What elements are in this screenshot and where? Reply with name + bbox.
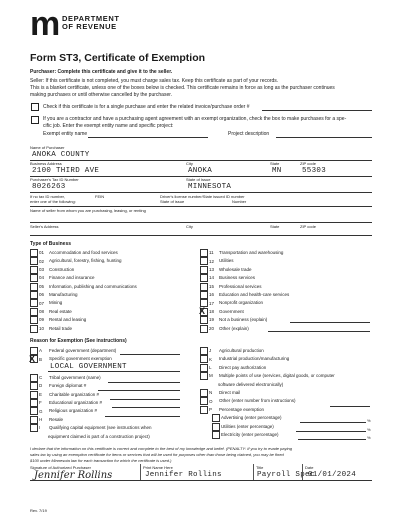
checkbox[interactable]	[30, 283, 38, 291]
checkbox[interactable]	[200, 274, 208, 282]
reason-n[interactable]: N Direct mail	[200, 389, 335, 397]
form-title: Form ST3, Certificate of Exemption	[30, 52, 206, 64]
business-type-08[interactable]: 08 Real estate	[30, 308, 137, 316]
checkbox[interactable]	[212, 423, 220, 431]
business-type-20[interactable]: 20 Other (explain)	[200, 325, 289, 333]
reason-j[interactable]: J Agricultural production	[200, 347, 335, 355]
print-name-field[interactable]: Jennifer Rollins	[145, 471, 222, 479]
checkbox[interactable]	[30, 416, 38, 424]
zip-field[interactable]: 55303	[302, 167, 327, 175]
checkbox[interactable]	[200, 364, 208, 372]
checkbox[interactable]	[200, 249, 208, 257]
business-type-12[interactable]: 12 Utilities	[200, 257, 289, 265]
other-number-line[interactable]	[330, 406, 370, 407]
utilities-percent-sign: %	[367, 427, 371, 432]
checkbox[interactable]	[200, 283, 208, 291]
state-field[interactable]: MN	[272, 167, 282, 175]
reason-g[interactable]: G Religious organization #	[30, 407, 152, 415]
logo-dept-text	[62, 15, 120, 31]
advertising-percent-line[interactable]	[300, 422, 366, 423]
dl-state-label: State of issue	[160, 199, 185, 204]
business-type-07[interactable]: 07 Mining	[30, 299, 137, 307]
business-type-11[interactable]: 11 Transportation and warehousing	[200, 249, 289, 257]
checkbox[interactable]	[200, 372, 208, 380]
seller-state-label: State	[270, 224, 280, 229]
business-type-06[interactable]: 06 Manufacturing	[30, 291, 137, 299]
reason-i-continued: equipment claimed is part of a construction project)	[48, 433, 150, 439]
checkbox[interactable]	[200, 397, 208, 405]
percent-utilities[interactable]: Utilities (enter percentage)	[200, 423, 335, 431]
project-description-label: Project description	[228, 131, 270, 137]
reason-i[interactable]: I Qualifying capital equipment (see instructions when	[30, 424, 152, 432]
business-type-18[interactable]: 18 Government	[200, 308, 289, 316]
project-description-line[interactable]	[276, 137, 372, 138]
no-taxid-label-1: If no tax ID number,	[30, 194, 65, 199]
checkbox[interactable]	[30, 257, 38, 265]
checkbox[interactable]	[200, 291, 208, 299]
reason-o[interactable]: O Other (enter number from instructions)	[200, 397, 335, 405]
reasons-right	[200, 347, 335, 439]
diplomat-line[interactable]	[98, 390, 180, 391]
signature-label: Signature of Authorized Purchaser	[30, 465, 91, 470]
fein-label: FEIN	[95, 194, 105, 199]
mn-logo-mark: m	[30, 5, 57, 43]
reason-l[interactable]: L Direct pay authorization	[200, 364, 335, 372]
checkbox[interactable]	[30, 382, 38, 390]
electricity-percent-sign: %	[367, 435, 371, 440]
reason-m[interactable]: M Multiple points of use (services, digital goods, or computer	[200, 372, 335, 380]
reason-h[interactable]: H Resale	[30, 416, 152, 424]
title-label: Title	[256, 465, 264, 470]
state-of-issue-field[interactable]: MINNESOTA	[188, 183, 232, 191]
checkbox[interactable]	[200, 266, 208, 274]
utilities-percent-line[interactable]	[296, 431, 366, 432]
checkbox[interactable]	[30, 266, 38, 274]
checkbox[interactable]	[30, 316, 38, 324]
federal-dept-line[interactable]	[120, 354, 180, 355]
purchaser-name-label: Name of Purchaser	[30, 145, 65, 150]
taxid-label: Purchaser's Tax ID Number	[30, 177, 79, 182]
checkbox[interactable]	[200, 347, 208, 355]
single-purchase-label: Check if this certificate is for a single purchase and enter the related invoice/purchase order #	[43, 104, 250, 110]
checkbox[interactable]	[200, 389, 208, 397]
type-of-business-heading: Type of Business	[30, 241, 72, 247]
business-type-02[interactable]: 02 Agricultural, forestry, fishing, hunting	[30, 257, 137, 265]
seller-zip-label: ZIP code	[300, 224, 316, 229]
print-name-label: Print Name Here	[143, 465, 173, 470]
seller-address-line[interactable]	[30, 235, 372, 236]
checkbox[interactable]	[30, 399, 38, 407]
checkbox[interactable]	[212, 431, 220, 439]
signature-divider-2	[253, 464, 254, 480]
reasons-left	[30, 347, 152, 441]
reason-b[interactable]: B Specific government exemption	[30, 355, 152, 363]
logo-dept-line2: OF REVENUE	[62, 22, 117, 31]
checkbox[interactable]	[30, 407, 38, 415]
checkbox[interactable]	[212, 414, 220, 422]
contractor-checkbox[interactable]	[31, 116, 39, 124]
signature-field[interactable]: Jennifer Rollins	[34, 470, 113, 481]
specific-exemption-field[interactable]: LOCAL GOVERNMENT	[50, 363, 127, 371]
percent-electricity[interactable]: Electricity (enter percentage)	[200, 431, 335, 439]
business-type-01[interactable]: 01 Accommodation and food services	[30, 249, 137, 257]
seller-address-label: Seller's Address	[30, 224, 59, 229]
signature-divider-1	[140, 464, 141, 480]
city-field[interactable]: ANOKA	[188, 167, 213, 175]
dl-label: Driver's license number/State issued ID number	[160, 194, 245, 199]
checkbox[interactable]	[200, 325, 208, 333]
reason-b-check-mark: X	[29, 354, 36, 364]
business-type-09[interactable]: 09 Rental and leasing	[30, 316, 137, 324]
title-field[interactable]: Payroll Spec	[257, 471, 315, 479]
business-types-left	[30, 249, 137, 333]
exempt-entity-label: Exempt entity name	[43, 131, 88, 137]
business-type-05[interactable]: 05 Information, publishing and communications	[30, 283, 137, 291]
taxid-field[interactable]: 8026263	[32, 183, 66, 191]
business-types-right	[200, 249, 289, 333]
business-type-10[interactable]: 10 Retail trade	[30, 325, 137, 333]
reason-c[interactable]: C Tribal government (name)	[30, 374, 152, 382]
reason-k[interactable]: K Industrial production/manufacturing	[200, 355, 335, 363]
logo-dept-line1: DEPARTMENT	[62, 14, 120, 23]
checkbox[interactable]	[30, 274, 38, 282]
signature-line	[30, 480, 372, 481]
specific-exemption-line	[48, 371, 180, 372]
reason-f[interactable]: F Educational organization #	[30, 399, 152, 407]
checkbox[interactable]	[30, 374, 38, 382]
state-label: State	[270, 161, 280, 166]
religious-line[interactable]	[105, 416, 180, 417]
taxid-line	[30, 192, 372, 193]
date-field[interactable]: 01/01/2024	[308, 471, 357, 479]
not-a-business-explain-line[interactable]	[290, 322, 370, 323]
seller-city-label: City	[186, 224, 193, 229]
business-type-18-check-mark: X	[199, 306, 206, 316]
single-purchase-checkbox[interactable]	[31, 103, 39, 111]
reason-d[interactable]: D Foreign diplomat #	[30, 382, 152, 390]
business-address-field[interactable]: 2100 THIRD AVE	[32, 167, 100, 175]
reason-m-continued: software delivered electronically)	[218, 381, 284, 387]
revision-label: Rev. 7/19	[30, 508, 47, 513]
checkbox[interactable]	[200, 316, 208, 324]
dl-line	[30, 206, 372, 207]
declaration-line-2: sales tax by using an exemption certificate for items or services that will be used for purposes other than those being claimed, you may be fined	[30, 452, 284, 457]
checkbox[interactable]	[30, 424, 38, 432]
charitable-line[interactable]	[110, 399, 180, 400]
business-type-16[interactable]: 16 Education and health-care services	[200, 291, 289, 299]
business-type-14[interactable]: 14 Business services	[200, 274, 289, 282]
checkbox[interactable]	[200, 355, 208, 363]
purchaser-name-line	[30, 160, 372, 161]
business-type-03[interactable]: 03 Construction	[30, 266, 137, 274]
signature-divider-3	[302, 464, 303, 480]
business-type-04[interactable]: 04 Finance and insurance	[30, 274, 137, 282]
tribal-name-line[interactable]	[108, 382, 180, 383]
purchaser-name-field[interactable]: ANOKA COUNTY	[32, 151, 90, 159]
reason-heading: Reason for Exemption (See instructions)	[30, 338, 127, 344]
reason-p[interactable]: P Percentage exemption	[200, 406, 335, 414]
seller-instruction-3: making purchases or until otherwise cancelled by the purchaser.	[30, 92, 173, 98]
checkbox[interactable]	[30, 308, 38, 316]
business-type-13[interactable]: 13 Wholesale trade	[200, 266, 289, 274]
checkbox[interactable]	[200, 257, 208, 265]
business-type-19[interactable]: 19 Not a business (explain)	[200, 316, 289, 324]
no-taxid-label-2: enter one of the following:	[30, 199, 76, 204]
educational-line[interactable]	[112, 407, 180, 408]
checkbox[interactable]	[200, 406, 208, 414]
purchaser-instruction: Purchaser: Complete this certificate and give it to the seller.	[30, 69, 173, 75]
seller-name-label: Name of seller from whom you are purchasing, leasing, or renting	[30, 208, 146, 213]
business-type-15[interactable]: 15 Professional services	[200, 283, 289, 291]
seller-instruction-2: This is a blanket certificate, unless one of the boxes below is checked. This certificate remains in force as long as the purchaser continues	[30, 85, 335, 91]
seller-name-line[interactable]	[30, 222, 372, 223]
state-of-issue-label: State of Issue	[186, 177, 211, 182]
electricity-percent-line[interactable]	[298, 439, 366, 440]
declaration-line-3: $100 under Minnesota law for each transaction for which the certificate is used.)	[30, 458, 172, 463]
city-label: City	[186, 161, 193, 166]
checkbox[interactable]	[30, 325, 38, 333]
exempt-entity-line[interactable]	[88, 137, 208, 138]
percent-advertising[interactable]: Advertising (enter percentage)	[200, 414, 335, 422]
contractor-label-2: cific job. Enter the exempt entity name and specific project:	[43, 123, 174, 129]
reason-a[interactable]: A Federal government (department)	[30, 347, 152, 355]
business-type-17[interactable]: 17 Nonprofit organization	[200, 299, 289, 307]
invoice-number-line[interactable]	[262, 110, 372, 111]
zip-label: ZIP code	[300, 161, 316, 166]
seller-instruction-1: Seller: If this certificate is not completed, you must charge sales tax. Keep this certificate as part of your records.	[30, 78, 279, 84]
checkbox[interactable]	[30, 391, 38, 399]
declaration-line-1: I declare that the information on this certificate is correct and complete to the best of my knowledge and belief. (PENALTY: If you try to evade paying	[30, 446, 292, 451]
checkbox[interactable]	[30, 291, 38, 299]
reason-e[interactable]: E Charitable organization #	[30, 391, 152, 399]
date-label: Date	[305, 465, 314, 470]
advertising-percent-sign: %	[367, 418, 371, 423]
dl-number-label: Number	[232, 199, 247, 204]
business-address-label: Business Address	[30, 161, 62, 166]
other-explain-line[interactable]	[268, 331, 370, 332]
checkbox[interactable]	[30, 299, 38, 307]
checkbox[interactable]	[30, 249, 38, 257]
contractor-label-1: If you are a contractor and have a purchasing agent agreement with an exempt organization, check the box to make purchases for a spe-	[43, 116, 347, 122]
